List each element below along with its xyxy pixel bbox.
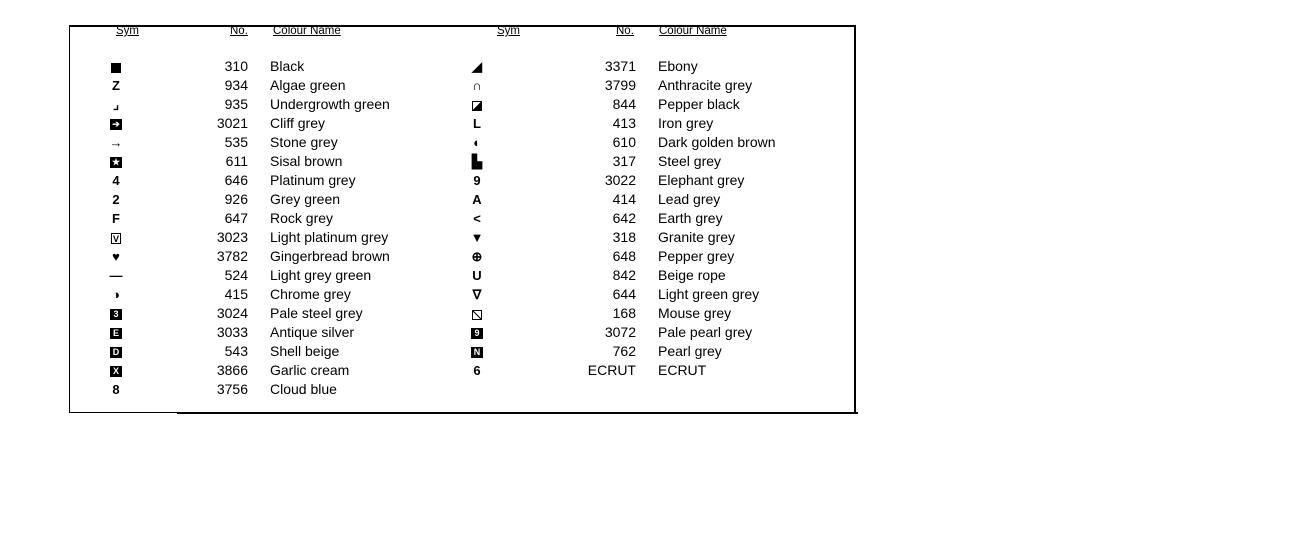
colour-name: Beige rope — [658, 267, 726, 283]
colour-name: Pepper black — [658, 96, 740, 112]
colour-name: Gingerbread brown — [270, 248, 390, 264]
colour-number: 646 — [224, 172, 248, 188]
circled-arrow-icon: ⊕ — [471, 249, 483, 264]
header-colour-name-left: Colour Name — [273, 25, 341, 37]
arrow-box-icon: ➔ — [104, 114, 128, 133]
colour-number: 842 — [612, 267, 636, 283]
half-circle-left-icon: ◐ — [473, 135, 481, 150]
outline-down-triangle-icon: ∇ — [472, 287, 482, 302]
colour-number: 317 — [612, 153, 636, 169]
colour-number: ECRUT — [587, 362, 636, 378]
colour-number: 647 — [224, 210, 248, 226]
inverse-e-icon: E — [104, 323, 128, 342]
colour-number: 844 — [612, 96, 636, 112]
colour-number: 648 — [612, 248, 636, 264]
letter-l-icon: L — [473, 116, 481, 131]
colour-number: 413 — [612, 115, 636, 131]
circled-8-icon: 8 — [112, 382, 120, 397]
digit-4-icon: 4 — [112, 173, 120, 188]
colour-name: Cliff grey — [270, 115, 325, 131]
letter-z-icon: Z — [112, 78, 120, 93]
colour-number: 168 — [612, 305, 636, 321]
colour-name: Pepper grey — [658, 248, 735, 264]
colour-name: Grey green — [270, 191, 341, 207]
colour-number: 3023 — [216, 229, 248, 245]
colour-name: Cloud blue — [270, 381, 337, 397]
colour-number: 3782 — [216, 248, 248, 264]
filled-square-icon — [104, 57, 128, 76]
colour-number: 524 — [224, 267, 248, 283]
colour-name: Black — [270, 58, 305, 74]
colour-name: Antique silver — [270, 324, 355, 340]
digit-9-icon: 9 — [473, 173, 481, 188]
colour-name: Granite grey — [658, 229, 736, 245]
letter-u-icon: U — [472, 268, 482, 283]
colour-number: 310 — [224, 58, 248, 74]
dash-icon: — — [109, 268, 123, 283]
inverse-n-icon: N — [465, 342, 489, 361]
colour-name: Ebony — [658, 58, 698, 74]
colour-number: 926 — [224, 191, 248, 207]
colour-number: 3866 — [216, 362, 248, 378]
header-no-right: No. — [616, 25, 634, 37]
colour-number: 318 — [612, 229, 636, 245]
colour-number: 642 — [612, 210, 636, 226]
colour-number: 934 — [224, 77, 248, 93]
colour-name: Iron grey — [658, 115, 714, 131]
colour-number: 610 — [612, 134, 636, 150]
colour-name: Light grey green — [270, 267, 372, 283]
colour-name: Algae green — [270, 77, 346, 93]
arch-icon: ∩ — [472, 78, 482, 93]
corner-bracket-icon: ⌟ — [112, 97, 120, 112]
colour-name: Pale pearl grey — [658, 324, 753, 340]
colour-name: Pale steel grey — [270, 305, 363, 321]
colour-number: 3371 — [604, 58, 636, 74]
triangle-corner-icon: ◢ — [472, 59, 482, 74]
colour-number: 935 — [224, 96, 248, 112]
letter-a-icon: A — [472, 192, 482, 207]
header-sym-right: Sym — [497, 25, 520, 37]
colour-number: 3799 — [604, 77, 636, 93]
colour-number: 3022 — [604, 172, 636, 188]
colour-number: 611 — [225, 153, 248, 169]
colour-name: Dark golden brown — [658, 134, 776, 150]
colour-number: 415 — [224, 286, 248, 302]
inverse-x-icon: X — [104, 361, 128, 380]
less-than-icon: < — [473, 211, 481, 226]
colour-name: Shell beige — [270, 343, 340, 359]
colour-number: 3072 — [604, 324, 636, 340]
colour-number: 3024 — [216, 305, 248, 321]
header-no-left: No. — [230, 25, 248, 37]
slash-box-icon — [465, 304, 489, 323]
colour-name: Sisal brown — [270, 153, 343, 169]
colour-name: Chrome grey — [270, 286, 351, 302]
colour-name: Pearl grey — [658, 343, 722, 359]
colour-name: Stone grey — [270, 134, 338, 150]
colour-name: Steel grey — [658, 153, 722, 169]
outlined-v-icon: V — [112, 234, 119, 245]
colour-number: 3021 — [216, 115, 248, 131]
colour-name: Mouse grey — [658, 305, 732, 321]
digit-2-icon: 2 — [112, 192, 120, 207]
colour-number: 3033 — [216, 324, 248, 340]
panel-bottom-border-right — [177, 412, 858, 414]
header-sym-left: Sym — [116, 25, 139, 37]
half-square-icon — [465, 95, 489, 114]
colour-number: 535 — [224, 134, 248, 150]
colour-number: 543 — [224, 343, 248, 359]
colour-name: Elephant grey — [658, 172, 745, 188]
colour-name: Light green grey — [658, 286, 760, 302]
colour-number: 414 — [612, 191, 636, 207]
colour-name: Light platinum grey — [270, 229, 389, 245]
down-triangle-icon: ▼ — [470, 230, 484, 245]
colour-name: Earth grey — [658, 210, 723, 226]
header-colour-name-right: Colour Name — [659, 25, 727, 37]
colour-name: Rock grey — [270, 210, 334, 226]
half-circle-icon: ◑ — [112, 287, 120, 302]
colour-name: Lead grey — [658, 191, 721, 207]
inverse-9-icon: 9 — [465, 323, 489, 342]
colour-number: 644 — [612, 286, 636, 302]
colour-name: Platinum grey — [270, 172, 356, 188]
right-arrow-icon: → — [109, 135, 123, 150]
colour-name: ECRUT — [658, 362, 707, 378]
colour-name: Anthracite grey — [658, 77, 753, 93]
step-block-icon: ▙ — [472, 154, 482, 169]
colour-number: 762 — [612, 343, 636, 359]
colour-name: Undergrowth green — [270, 96, 390, 112]
letter-f-icon: F — [112, 211, 120, 226]
colour-name: Garlic cream — [270, 362, 350, 378]
circled-6-icon: 6 — [473, 363, 481, 378]
colour-number: 3756 — [216, 381, 248, 397]
inverse-d-icon: D — [104, 342, 128, 361]
panel-bottom-border — [69, 412, 177, 413]
star-box-icon: ★ — [111, 157, 121, 168]
inverse-3-icon: 3 — [104, 304, 128, 323]
heart-icon: ♥ — [112, 249, 120, 264]
